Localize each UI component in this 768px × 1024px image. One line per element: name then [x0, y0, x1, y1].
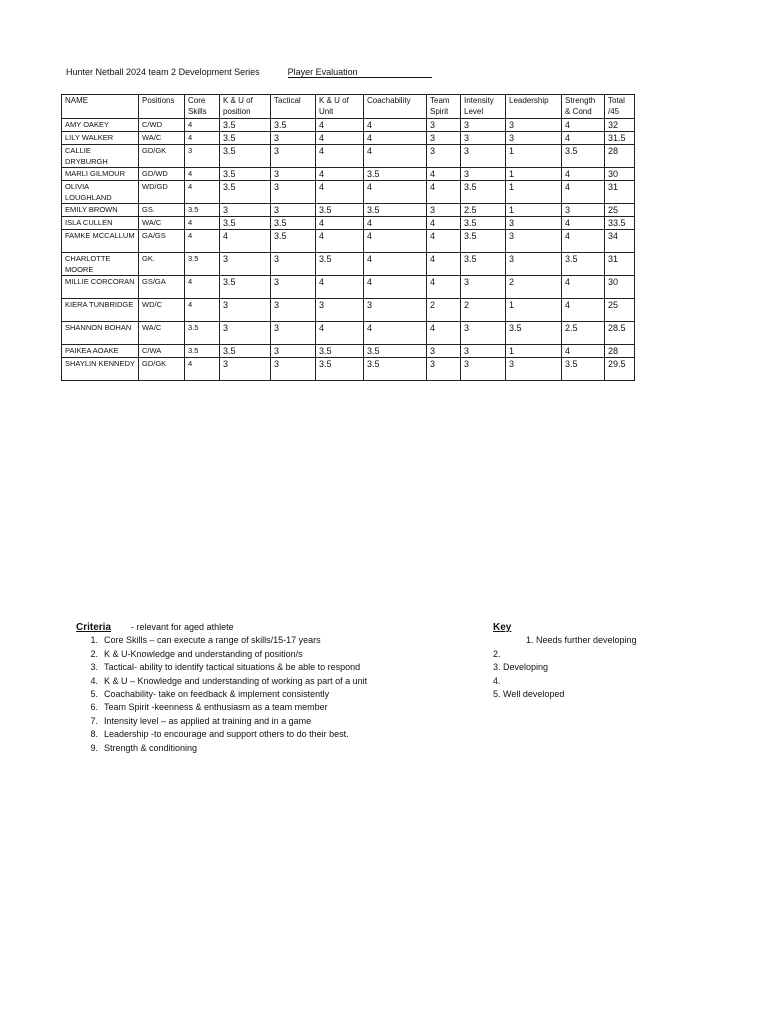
- positions-cell: GD/WD: [139, 168, 185, 181]
- positions-cell: WA/C: [139, 132, 185, 145]
- score-cell: 1: [506, 204, 562, 217]
- positions-cell: GD/GK: [139, 358, 185, 381]
- positions-cell: C/WD: [139, 119, 185, 132]
- score-cell: 3: [316, 299, 364, 322]
- total-cell: 28: [605, 345, 635, 358]
- score-cell: 3: [427, 119, 461, 132]
- table-row: [62, 253, 635, 276]
- score-cell: 3.5: [185, 253, 220, 276]
- score-cell: 4: [562, 132, 605, 145]
- criteria-number: 7.: [90, 715, 98, 726]
- player-name-cell: SHAYLIN KENNEDY: [62, 358, 139, 381]
- criteria-text: Strength & conditioning: [104, 742, 198, 753]
- score-cell: 3.5: [316, 345, 364, 358]
- score-cell: 3.5: [220, 132, 271, 145]
- total-cell: 31.5: [605, 132, 635, 145]
- score-cell: 4: [364, 253, 427, 276]
- score-cell: 4: [427, 276, 461, 299]
- score-cell: 3.5: [506, 322, 562, 345]
- column-header: Strength & Cond: [562, 95, 605, 119]
- total-cell: 30: [605, 276, 635, 299]
- player-name-cell: EMILY BROWN: [62, 204, 139, 217]
- player-name-cell: MILLIE CORCORAN: [62, 276, 139, 299]
- score-cell: 2: [506, 276, 562, 299]
- player-name-cell: KIERA TUNBRIDGE: [62, 299, 139, 322]
- score-cell: 4: [364, 230, 427, 253]
- score-cell: 4: [185, 299, 220, 322]
- score-cell: 1: [506, 145, 562, 168]
- score-cell: 4: [364, 217, 427, 230]
- score-cell: 4: [364, 119, 427, 132]
- table-row: [62, 358, 635, 381]
- score-cell: 3: [562, 204, 605, 217]
- score-cell: 3: [427, 204, 461, 217]
- key-item: 1. Needs further developing: [526, 635, 637, 646]
- score-cell: 3: [220, 322, 271, 345]
- score-cell: 3: [506, 119, 562, 132]
- score-cell: 3.5: [562, 145, 605, 168]
- table-body: [62, 119, 635, 381]
- score-cell: 3: [271, 132, 316, 145]
- criteria-number: 5.: [90, 689, 98, 700]
- positions-cell: WD/GD: [139, 181, 185, 204]
- score-cell: 4: [185, 230, 220, 253]
- total-cell: 33.5: [605, 217, 635, 230]
- criteria-list: [76, 634, 367, 755]
- key-item: 4.: [493, 675, 501, 686]
- score-cell: 4: [316, 230, 364, 253]
- score-cell: 3.5: [461, 181, 506, 204]
- score-cell: 3: [364, 299, 427, 322]
- criteria-number: 4.: [90, 675, 98, 686]
- criteria-text: K & U – Knowledge and understanding of working as part of a unit: [104, 675, 368, 686]
- score-cell: 3: [271, 253, 316, 276]
- key-item: 2.: [493, 648, 501, 659]
- score-cell: 3.5: [271, 230, 316, 253]
- player-name-cell: FAMKE MCCALLUM: [62, 230, 139, 253]
- table-header-row: [62, 95, 635, 119]
- score-cell: 3: [427, 358, 461, 381]
- score-cell: 4: [562, 119, 605, 132]
- score-cell: 4: [185, 132, 220, 145]
- score-cell: 4: [316, 119, 364, 132]
- score-cell: 4: [185, 168, 220, 181]
- score-cell: 3.5: [220, 145, 271, 168]
- score-cell: 3: [461, 358, 506, 381]
- score-cell: 3: [220, 358, 271, 381]
- criteria-item: [76, 648, 367, 661]
- player-name-cell: MARLI GILMOUR: [62, 168, 139, 181]
- table-row: [62, 132, 635, 145]
- score-cell: 4: [427, 217, 461, 230]
- score-cell: 2: [461, 299, 506, 322]
- score-cell: 3: [461, 132, 506, 145]
- player-evaluation-table: [61, 94, 635, 381]
- column-header: Coachability: [364, 95, 427, 119]
- table-row: [62, 204, 635, 217]
- score-cell: 4: [185, 119, 220, 132]
- score-cell: 3: [185, 145, 220, 168]
- score-cell: 3: [271, 322, 316, 345]
- score-cell: 3.5: [185, 204, 220, 217]
- score-cell: 3: [271, 358, 316, 381]
- score-cell: 3: [427, 132, 461, 145]
- score-cell: 3.5: [316, 358, 364, 381]
- player-name-cell: PAIKEA AOAKE: [62, 345, 139, 358]
- table-row: [62, 230, 635, 253]
- score-cell: 4: [316, 322, 364, 345]
- score-cell: 3: [220, 299, 271, 322]
- score-cell: 4: [427, 181, 461, 204]
- score-cell: 3.5: [461, 217, 506, 230]
- score-cell: 1: [506, 181, 562, 204]
- criteria-item: [76, 634, 367, 647]
- total-cell: 28: [605, 145, 635, 168]
- score-cell: 3: [461, 168, 506, 181]
- positions-cell: WA/C: [139, 217, 185, 230]
- criteria-heading: Criteria: [76, 622, 112, 633]
- key-item: 3. Developing: [493, 662, 549, 673]
- key-section: [493, 621, 637, 701]
- score-cell: 4: [562, 299, 605, 322]
- score-cell: 3: [461, 345, 506, 358]
- score-cell: 3: [271, 299, 316, 322]
- criteria-item: [76, 688, 367, 701]
- score-cell: 4: [316, 132, 364, 145]
- criteria-text: Core Skills – can execute a range of skills/15-17 years: [104, 635, 321, 646]
- score-cell: 3.5: [461, 253, 506, 276]
- score-cell: 2.5: [562, 322, 605, 345]
- player-name-cell: CHARLOTTE MOORE: [62, 253, 139, 276]
- score-cell: 3: [461, 119, 506, 132]
- criteria-item: [76, 715, 367, 728]
- document-title-line: [66, 67, 432, 77]
- score-cell: 3: [271, 181, 316, 204]
- criteria-text: Leadership -to encourage and support others to do their best.: [104, 729, 349, 740]
- score-cell: 4: [427, 230, 461, 253]
- key-list: [493, 634, 637, 701]
- column-header: K & U of Unit: [316, 95, 364, 119]
- score-cell: 3: [220, 204, 271, 217]
- criteria-text: Team Spirit -keenness & enthusiasm as a team member: [104, 702, 328, 713]
- column-header: Tactical: [271, 95, 316, 119]
- score-cell: 3: [506, 217, 562, 230]
- score-cell: 3.5: [220, 217, 271, 230]
- score-cell: 3: [271, 276, 316, 299]
- score-cell: 4: [562, 230, 605, 253]
- positions-cell: WA/C: [139, 322, 185, 345]
- score-cell: 3: [461, 276, 506, 299]
- total-cell: 31: [605, 253, 635, 276]
- criteria-text: Intensity level – as applied at training and in a game: [104, 715, 312, 726]
- criteria-number: 9.: [90, 742, 98, 753]
- score-cell: 3.5: [185, 322, 220, 345]
- player-name-cell: AMY OAKEY: [62, 119, 139, 132]
- total-cell: 25: [605, 204, 635, 217]
- column-header: Leadership: [506, 95, 562, 119]
- score-cell: 4: [364, 322, 427, 345]
- positions-cell: C/WA: [139, 345, 185, 358]
- score-cell: 4: [185, 358, 220, 381]
- score-cell: 3.5: [562, 358, 605, 381]
- score-cell: 3.5: [364, 204, 427, 217]
- table-row: [62, 217, 635, 230]
- player-name-cell: ISLA CULLEN: [62, 217, 139, 230]
- table-row: [62, 345, 635, 358]
- score-cell: 3: [506, 230, 562, 253]
- score-cell: 3.5: [364, 168, 427, 181]
- score-cell: 4: [185, 276, 220, 299]
- criteria-item: [76, 675, 367, 688]
- total-cell: 32: [605, 119, 635, 132]
- positions-cell: GK.: [139, 253, 185, 276]
- score-cell: 3.5: [316, 253, 364, 276]
- document-title: Hunter Netball 2024 team 2 Development Series: [66, 67, 260, 77]
- table-row: [62, 181, 635, 204]
- total-cell: 28.5: [605, 322, 635, 345]
- criteria-number: 8.: [90, 729, 98, 740]
- score-cell: 2: [427, 299, 461, 322]
- criteria-number: 3.: [90, 662, 98, 673]
- positions-cell: GS.: [139, 204, 185, 217]
- total-cell: 31: [605, 181, 635, 204]
- total-cell: 29.5: [605, 358, 635, 381]
- score-cell: 4: [185, 217, 220, 230]
- table-row: [62, 276, 635, 299]
- positions-cell: GS/GA: [139, 276, 185, 299]
- score-cell: 3: [271, 204, 316, 217]
- table-row: [62, 119, 635, 132]
- score-cell: 3.5: [271, 119, 316, 132]
- score-cell: 1: [506, 345, 562, 358]
- table-row: [62, 299, 635, 322]
- score-cell: 3.5: [220, 181, 271, 204]
- score-cell: 3.5: [364, 345, 427, 358]
- player-name-cell: CALLIE DRYBURGH: [62, 145, 139, 168]
- score-cell: 4: [562, 181, 605, 204]
- score-cell: 4: [316, 181, 364, 204]
- score-cell: 3: [271, 345, 316, 358]
- score-cell: 4: [364, 145, 427, 168]
- score-cell: 4: [316, 145, 364, 168]
- criteria-item: [76, 728, 367, 741]
- score-cell: 4: [185, 181, 220, 204]
- score-cell: 3: [461, 322, 506, 345]
- score-cell: 3.5: [364, 358, 427, 381]
- total-cell: 25: [605, 299, 635, 322]
- score-cell: 4: [427, 253, 461, 276]
- positions-cell: WD/C: [139, 299, 185, 322]
- score-cell: 3.5: [562, 253, 605, 276]
- score-cell: 3.5: [316, 204, 364, 217]
- score-cell: 3.5: [185, 345, 220, 358]
- score-cell: 4: [562, 217, 605, 230]
- criteria-text: Tactical- ability to identify tactical situations & be able to respond: [104, 662, 361, 673]
- score-cell: 4: [364, 132, 427, 145]
- positions-cell: GA/GS: [139, 230, 185, 253]
- positions-cell: GD/GK: [139, 145, 185, 168]
- score-cell: 4: [316, 217, 364, 230]
- score-cell: 3: [506, 253, 562, 276]
- total-cell: 30: [605, 168, 635, 181]
- score-cell: 3: [506, 358, 562, 381]
- key-item: 5. Well developed: [493, 689, 565, 700]
- total-cell: 34: [605, 230, 635, 253]
- column-header: Intensity Level: [461, 95, 506, 119]
- score-cell: 2.5: [461, 204, 506, 217]
- score-cell: 3: [506, 132, 562, 145]
- criteria-section: [76, 621, 367, 755]
- table-row: [62, 322, 635, 345]
- criteria-text: Coachability- take on feedback & implement consistently: [104, 689, 330, 700]
- score-cell: 3.5: [220, 345, 271, 358]
- player-name-cell: LILY WALKER: [62, 132, 139, 145]
- criteria-text: K & U-Knowledge and understanding of position/s: [104, 648, 303, 659]
- column-header: NAME: [62, 95, 139, 119]
- score-cell: 3.5: [220, 276, 271, 299]
- criteria-number: 1.: [90, 635, 98, 646]
- score-cell: 4: [562, 345, 605, 358]
- score-cell: 4: [562, 276, 605, 299]
- column-header: Positions: [139, 95, 185, 119]
- score-cell: 4: [220, 230, 271, 253]
- score-cell: 4: [427, 322, 461, 345]
- criteria-item: [76, 742, 367, 755]
- score-cell: 3.5: [461, 230, 506, 253]
- column-header: Total /45: [605, 95, 635, 119]
- column-header: Core Skills: [185, 95, 220, 119]
- score-cell: 3.5: [271, 217, 316, 230]
- column-header: K & U of position: [220, 95, 271, 119]
- player-name-cell: SHANNON BOHAN: [62, 322, 139, 345]
- score-cell: 1: [506, 168, 562, 181]
- score-cell: 1: [506, 299, 562, 322]
- score-cell: 3.5: [220, 119, 271, 132]
- score-cell: 3.5: [220, 168, 271, 181]
- document-subtitle: Player Evaluation: [288, 67, 432, 78]
- score-cell: 3: [271, 168, 316, 181]
- table-row: [62, 145, 635, 168]
- criteria-number: 2.: [90, 648, 98, 659]
- criteria-note: - relevant for aged athlete: [131, 622, 234, 632]
- score-cell: 4: [316, 168, 364, 181]
- score-cell: 3: [427, 345, 461, 358]
- criteria-number: 6.: [90, 702, 98, 713]
- score-cell: 4: [562, 168, 605, 181]
- key-heading: Key: [493, 622, 512, 633]
- column-header: Team Spirit: [427, 95, 461, 119]
- criteria-item: [76, 661, 367, 674]
- score-cell: 3: [271, 145, 316, 168]
- score-cell: 4: [316, 276, 364, 299]
- score-cell: 4: [364, 276, 427, 299]
- criteria-item: [76, 701, 367, 714]
- score-cell: 3: [461, 145, 506, 168]
- score-cell: 3: [220, 253, 271, 276]
- score-cell: 4: [364, 181, 427, 204]
- table-row: [62, 168, 635, 181]
- player-name-cell: OLIVIA LOUGHLAND: [62, 181, 139, 204]
- score-cell: 3: [427, 145, 461, 168]
- score-cell: 4: [427, 168, 461, 181]
